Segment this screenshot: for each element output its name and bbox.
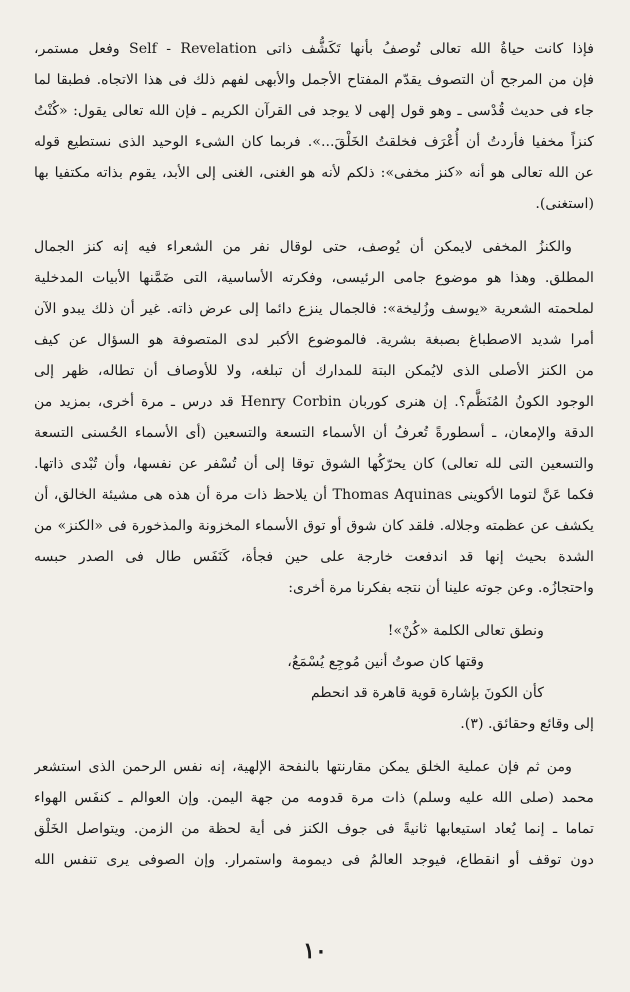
page-number: ١٠ (303, 938, 327, 964)
text-line: عن الله تعالى هو أنه «كنز مخفى»: ذلكم لأنه هو الغنى، الغنى إلى الأبد، يقوم بذاته مكتفيا بها (34, 165, 594, 181)
text-line: من الكنز الأصلى الذى لايُمكن البتة للمدارك أن تبلغه، ولا للأوصاف أن تطاله، ظهر إلى (34, 363, 594, 379)
text-line: الشدة بحيث إنها قد اندفعت خارجة على حين فجأة، كَنَفَس طال فى الصدر حبسه (34, 549, 594, 565)
text-line: يكشف عن عظمته وجلاله. فلقد كان شوق أو توق الأسماء المخزونة والمذخورة فى «الكنز» من (34, 518, 594, 534)
verse-line: وقتها كان صوتُ أنين مُوجِع يُسْمَعُ، (287, 654, 484, 670)
text-line: فكما عَنَّ لتوما الأكوينى Thomas Aquinas أن يلاحظ ذات مرة أن هذه هى مشيئة الخالق، أن (34, 487, 594, 503)
text-line: فإذا كانت حياةُ الله تعالى تُوصفُ بأنها تَكَشُّف ذاتى Self - Revelation وفعل مستمر، (34, 41, 594, 57)
text-line: المطلق. وهذا هو موضوع جامى الرئيسى، وفكرته الأساسية، التى ضَمَّنها الأبيات المدخلية (34, 270, 594, 286)
text-line: واحتجازُه. وعن جوته علينا أن نتجه بفكرنا مرة أخرى: (288, 580, 594, 596)
text-line: كنزاً مخفيا فأردتُ أن أُعْرَف فخلقتُ الخَلْقَ...». فربما كان الشىء الوحيد الذى نستطيع قوله (34, 134, 594, 150)
verse-line: كأن الكونَ بإشارة قوية قاهرة قد انحطم (310, 685, 544, 701)
verse-quote (34, 616, 594, 740)
text-line: محمد (صلى الله عليه وسلم) ذات مرة قدومه من جهة اليمن. وإن العوالم ـ كنفَس الهواء (34, 790, 594, 806)
text-line: ومن ثم فإن عملية الخلق يمكن مقارنتها بالنفحة الإلهية، إنه نفس الرحمن الذى استشعر (34, 759, 572, 775)
text-line: أمرا شديد الاصطباغ بصبغة بشرية. فالموضوع الأكبر لدى المتصوفة هو السؤال عن كيف (34, 332, 594, 348)
paragraph-1 (34, 34, 594, 220)
text-line: والتسعين التى لله تعالى) كان يحرّكُها الشوق توقا إلى أن تُسْفر عن نفسها، وأن تُبْدى ذاتها. (34, 456, 594, 472)
text-line: لملحمته الشعرية «يوسف وزُليخة»: فالجمال ينزع دائما إلى عرض ذاته. غير أن ذلك يبدو الآن (34, 301, 594, 317)
verse-line: إلى وقائع وحقائق. (٣). (460, 716, 594, 732)
text-line: الدقة والإمعان، ـ أسطورةً تُعرفُ أن الأسماء التسعة والتسعين (أى الأسماء الحُسنى التسعة (34, 425, 594, 441)
text-line: فإن من المرجح أن التصوف يقدّم المفتاح الأجمل والأبهى لفهم ذلك فى هذا الاتجاه. فطبقا لما (34, 72, 594, 88)
text-line: تماما ـ إنما يُعاد استيعابها ثانيةً فى جوف الكنز فى أية لحظة من الزمن. ويتواصل الخَلْق (34, 821, 594, 837)
text-line: دون توقف أو انقطاع، فيوجد العالمُ فى ديمومة واستمرار. وإن الصوفى يرى تنفس الله (34, 852, 594, 868)
paragraph-gap (34, 740, 594, 752)
paragraph-2 (34, 232, 594, 604)
text-line: والكنزُ المخفى لايمكن أن يُوصف، حتى لوقال نفر من الشعراء فيه إنه كنز الجمال (34, 239, 572, 255)
text-line: جاء فى حديث قُدْسى ـ وهو قول إلهى لا يوجد فى القرآن الكريم ـ فإن الله تعالى يقول: «كُنْتُ (34, 103, 594, 119)
text-line: (استغنى). (535, 196, 594, 212)
verse-line: ونطق تعالى الكلمة «كُنْ»! (387, 623, 544, 639)
paragraph-gap (34, 220, 594, 232)
text-line: الوجود الكونُ المُنَظَّم؟. إن هنرى كوربان Henry Corbin قد درس ـ مرة أخرى، بمزيد من (34, 394, 594, 410)
paragraph-3 (34, 752, 594, 876)
paragraph-gap (34, 604, 594, 616)
